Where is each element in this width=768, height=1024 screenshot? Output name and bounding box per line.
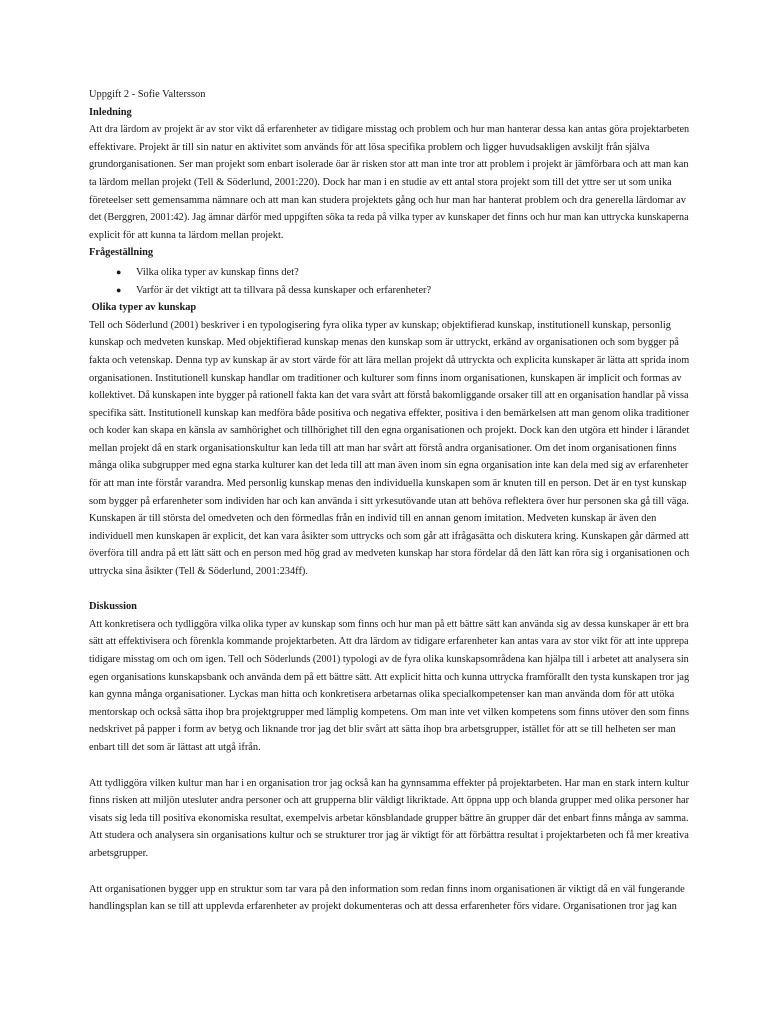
text-line: mellan projekt då en stark organisationskultur kan leda till att man har svårt att förstå andra organisationer. Om det inom organisationen finns (89, 442, 677, 454)
text-line: kunskap och medveten kunskap. Med objektifierad kunskap menas den kunskap som är uttryckt, erkänd av organisationen och som bygger på (89, 337, 679, 349)
list-item-text: Varför är det viktigt att ta tillvara på dessa kunskaper och erfarenheter? (136, 284, 432, 296)
text-line: specifika sätt. Institutionell kunskap kan medföra både positiva och negativa effekter, positiva i den bemärkelsen att man genom olika traditioner (89, 407, 690, 419)
text-line: sätt att effektivisera och förenkla kommande projektarbeten. Att dra lärdom av tidigare erfarenheter kan antas vara av stor vikt för att inte upprepa (89, 636, 689, 648)
list-item (89, 282, 689, 300)
text-line: för att man inte förstår varandra. Med personlig kunskap menas den individuella kunskapen som är knuten till en person. Det är en tyst kunskap (89, 478, 687, 490)
list-item (89, 264, 689, 282)
bullet-icon: ● (116, 284, 122, 295)
text-line: Att studera och analysera sin organisations kultur och se strukturer tror jag är viktigt för att förbättra resultat i projektarbeten och få mer kreativa (89, 830, 689, 842)
text-line: explicit för att kunna ta lärdom mellan projekt. (89, 229, 284, 241)
text-line: uttrycka sina åsikter (Tell & Söderlund, 2001:234ff). (89, 566, 308, 578)
text-line: organisationen. Institutionell kunskap handlar om traditioner och kulturer som finns inom organisationen, kunskapen är implicit och formas av (89, 372, 682, 384)
paragraph-inledning (89, 121, 689, 244)
text-line: Tell och Söderlund (2001) beskriver i en typologisering fyra olika typer av kunskap; objektifierad kunskap, institutionell kunskap, personlig (89, 319, 671, 331)
text-line: kan gynna många organisationer. Lyckas man hitta och konkretisera arbetarnas olika specialkompetenser kan man använda dom för att utöka (89, 689, 675, 701)
document-title: Uppgift 2 - Sofie Valtersson (89, 89, 206, 100)
text-line: kollektivet. Då kunskapen inte bygger på rationell fakta kan det vara svårt att förstå bakomliggande orsaker till att en organisation handlar på vissa (89, 390, 689, 402)
paragraph-diskussion-1 (89, 616, 689, 757)
heading-olika-typer: Olika typer av kunskap (89, 302, 197, 314)
text-line: effektivare. Projekt är till sin natur en aktivitet som används för att lösa specifika problem och ligger huvudsakligen avskiljt från själva (89, 141, 650, 153)
question-list (89, 264, 689, 299)
text-line: fakta och vetenskap. Denna typ av kunskap är av stort värde för att lära mellan projekt då uttryckta och explicita kunskaper är lätta att sprida inom (89, 354, 690, 366)
text-line: mentorskap och också sätta ihop bra projektgrupper med lämplig kompetens. Om man inte vet vilken kompetens som finns utöver den som finns (89, 706, 689, 718)
paragraph-olika-typer (89, 317, 689, 581)
text-line: ta lärdom mellan projekt (Tell & Söderlund, 2001:220). Dock har man i en studie av ett antal stora projekt som till det yttre ser ut som unika (89, 176, 672, 188)
text-line: individuell men kunskapen är explicit, det kan vara åsikter som uttrycks och som går att ifrågasätta och diskutera kring. Kunskapen går därmed att (89, 530, 689, 542)
bullet-icon: ● (116, 266, 122, 277)
text-line: handlingsplan kan se till att upplevda erfarenheter av projekt dokumenteras och att dessa erfarenheter förs vidare. Organisationen tror jag kan (89, 901, 677, 913)
text-line: enbart till det som är lättast att utgå ifrån. (89, 741, 261, 753)
paragraph-diskussion-2 (89, 775, 689, 863)
text-line: som bygger på erfarenheter som individen har och kan använda i sitt yrkesutövande utan att behöva reflektera över hur personen ska gå till väga. (89, 495, 689, 507)
text-line: Att tydliggöra vilken kultur man har i en organisation tror jag också kan ha gynnsamma effekter på projektarbeten. Har man en stark intern kultur (89, 777, 689, 789)
text-line: Att dra lärdom av projekt är av stor vikt då erfarenheter av tidigare misstag och problem och hur man hanterar dessa kan antas göra projektarbeten (89, 124, 690, 136)
text-line: arbetsgrupper. (89, 847, 149, 859)
heading-inledning: Inledning (89, 106, 132, 118)
text-line: Kunskapen är till största del omedveten och den förmedlas från en individ till en annan genom imitation. Medveten kunskap är även den (89, 513, 657, 525)
text-line: nedskrivet på papper i form av betyg och liknande tror jag det blir svårt att sätta ihop bra arbetsgrupper, istället för att se till helheten ser man (89, 724, 676, 736)
text-line: företeelser sett gemensamma nämnare och att man kan studera projektets gång och hur man har hanterat problem och dra generella lärdomar av (89, 194, 686, 206)
text-line: tidigare misstag om och om igen. Tell och Söderlunds (2001) typologi av de fyra olika kunskapsområdena kan hjälpa till i arbetet att analysera sin (89, 654, 689, 665)
text-line: Att organisationen bygger upp en struktur som tar vara på den information som redan finns inom organisationen är viktigt då en väl fungerande (89, 883, 685, 895)
text-line: överföra till andra på ett lätt sätt och en person med hög grad av medveten kunskap har stora fördelar då den lätt kan röra sig i organisationen och (89, 548, 690, 560)
text-line: grundorganisationen. Ser man projekt som enbart isolerade öar är risken stor att man inte tror att problem i projekt är jämförbara och att man kan (89, 159, 689, 171)
text-line: Att konkretisera och tydliggöra vilka olika typer av kunskap som finns och hur man på ett bättre sätt kan använda sig av dessa kunskaper är ett bra (89, 618, 689, 630)
text-line: egen organisations kunskapsbank och använda dem på ett bättre sätt. Att explicit hitta och kunna uttrycka framförallt den tysta kunskapen tror jag (89, 671, 690, 683)
document-page (89, 86, 689, 916)
heading-diskussion: Diskussion (89, 601, 137, 613)
list-item-text: Vilka olika typer av kunskap finns det? (136, 266, 299, 278)
text-line: och koder kan skapa en känsla av samhörighet och tillhörighet till den egna organisationen och projekt. Dock kan den utgöra ett hinder i lärandet (89, 425, 690, 437)
text-line: finns risken att miljön utesluter andra personer och att grupperna blir väldigt likriktade. Att öppna upp och blanda grupper med olika personer har (89, 795, 690, 807)
text-line: det (Berggren, 2001:42). Jag ämnar därför med uppgiften söka ta reda på vilka typer av kunskaper det finns och hur man kan uttrycka kunskaperna (89, 212, 689, 224)
paragraph-diskussion-3 (89, 881, 689, 916)
heading-fragestallning: Frågeställning (89, 247, 154, 259)
text-line: många olika subgrupper med egna starka kulturer kan det leda till att man även inom sin egna organisation inte kan dela med sig av erfarenheter (89, 460, 689, 472)
text-line: visats sig leda till positiva ekonomiska resultat, exempelvis arbetar könsblandade grupper bättre än grupper där det enbart finns många av samma. (89, 812, 689, 824)
